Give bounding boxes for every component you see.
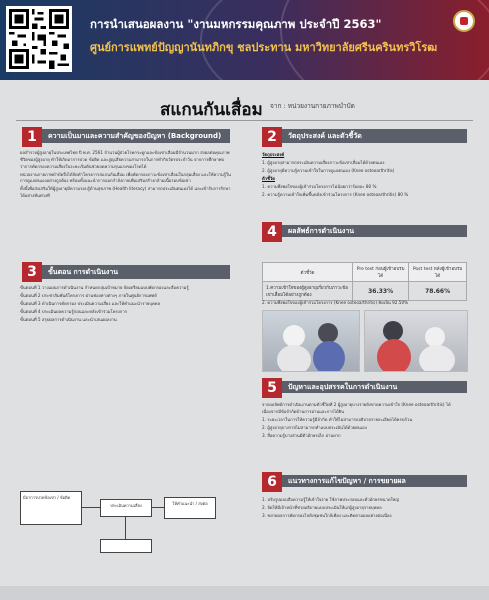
table-cell-post: 78.66% [409, 282, 467, 301]
process-step: ขั้นตอนที่ 1 วางแผนการดำเนินงาน กำหนดกลุ่มเป้าหมาย จัดเตรียมแบบคัดกรองและสื่อความรู้ [20, 285, 189, 290]
section-1-heading: ความเป็นมาและความสำคัญของปัญหา (Background) [42, 129, 230, 143]
problem-item: 2. ผู้สูงอายุบางรายไม่สามารถทำแบบประเมินได้ด้วยตนเอง [262, 424, 367, 430]
section-1-body [20, 150, 232, 250]
section-5-heading: ปัญหาและอุปสรรคในการดำเนินงาน [282, 381, 467, 393]
header-title: การนำเสนอผลงาน "งานมหกรรมคุณภาพ ประจำปี 2563" [90, 17, 382, 31]
section-1-number: 1 [22, 127, 42, 147]
indicator-item: 1. ความพึงพอใจของผู้เข้าร่วมโครงการไม่น้อยกว่าร้อยละ 80 % [262, 183, 377, 189]
section-6-body [262, 497, 467, 557]
solution-item: 2. จัดให้มีเจ้าหน้าที่ช่วยอธิบายแบบประเมินให้แก่ผู้สูงอายุรายบุคคล [262, 504, 382, 510]
poster-title: สแกนกันเสื่อม [160, 100, 263, 120]
section-1-paragraph: หน่วยงานกายภาพบำบัดจึงได้จัดทำโครงการสแกนกันเสื่อม เพื่อคัดกรองภาวะข้อเข่าเสื่อมในกลุ่มเสี่ยง และให้ความรู้ในการดูแลตนเองอย่างถูกต้อง พร้อมทั้งแนะนำการออกกำลังกายเพื่อเสริมสร้างกล้ามเนื้อรอบข้อเข่า [20, 171, 231, 184]
section-4-number: 4 [262, 222, 282, 242]
table-header-cell: Pre test ก่อนผู้เข้าอบรมได้ [353, 263, 409, 282]
section-3-heading: ขั้นตอน การดำเนินงาน [42, 265, 230, 279]
problem-item: 3. สื่อความรู้บางส่วนมีตัวอักษรเล็ก อ่านยาก [262, 432, 341, 438]
section-1-paragraph: ผลสำรวจผู้สูงอายุในประเทศไทย ปี พ.ศ. 2561 จำนวนผู้ป่วยโรคกระดูกและข้อเข่าเสื่อมมีจำนวนมาก ส่งผลต่อคุณภาพชีวิตของผู้สูงอายุ ทำให้เกิดอาการปวด ข้อติด และสูญเสียความสามารถในการทำกิจวัตรประจำวัน จากการศึกษาพบว่าการคัดกรองความเสี่ยงในระยะเริ่มต้นช่วยลดความรุนแรงของโรคได้ [20, 150, 230, 169]
section-6-number: 6 [262, 472, 282, 492]
solution-item: 3. ขยายผลการคัดกรองไปยังชุมชนใกล้เคียง และติดตามผลอย่างต่อเนื่อง [262, 512, 392, 518]
header-subtitle: ศูนย์การแพทย์ปัญญานันทภิกขุ ชลประทาน มหาวิทยาลัยศรีนครินทรวิโรฒ [90, 41, 438, 54]
section-1-paragraph: ทั้งนี้เพื่อส่งเสริมให้ผู้สูงอายุมีความรอบรู้ด้านสุขภาพ (Health literacy) สามารถประเมินตนเองได้ และเข้ารับการรักษาได้อย่างทันท่วงที [20, 186, 231, 199]
objective-item: 2. ผู้สูงอายุมีความรู้ความเข้าใจในการดูแลตนเอง (Knee osteoarthritis) [262, 167, 395, 173]
section-2-number: 2 [262, 127, 282, 147]
process-step: ขั้นตอนที่ 5 สรุปผลการดำเนินงาน และนำเสนอผลงาน [20, 316, 117, 322]
section-5-body [262, 402, 467, 460]
table-header-cell: ตัวชี้วัด [263, 263, 353, 282]
section-4-heading: ผลลัพธ์การดำเนินงาน [282, 225, 467, 237]
flow-box: ให้คำแนะนำ / ส่งต่อ [164, 497, 216, 519]
results-table [262, 262, 467, 301]
poster-department: จาก : หน่วยงานกายภาพบำบัด [270, 102, 355, 110]
poster-footer [0, 586, 489, 600]
divider [16, 120, 473, 121]
results-note: 2. ความพึงพอใจของผู้เข้าร่วมโครงการ (Knee osteoarthritis) คิดเป็น 92.50% [262, 300, 409, 305]
flow-box [100, 539, 152, 553]
activity-photo [364, 310, 468, 372]
flow-box: ประเมินความเสี่ยง [100, 499, 152, 517]
table-header-row [263, 263, 467, 282]
objective-item: 1. ผู้สูงอายุสามารถประเมินความเสี่ยงภาวะข้อเข่าเสื่อมได้ด้วยตนเอง [262, 159, 385, 165]
section-3-body [20, 285, 232, 480]
problem-item: จากผลลัพธ์การดำเนินงานตามตัวชี้วัดที่ 2 ผู้สูงอายุบางรายยังขาดความเข้าใจ (Knee osteoarthritis) ได้ เนื่องจากมีข้อจำกัดด้านการอ่านและการได้ยิน [262, 402, 451, 414]
flow-arrow [82, 507, 100, 508]
process-step: ขั้นตอนที่ 3 ดำเนินการคัดกรอง ประเมินความเสี่ยง และให้คำแนะนำรายบุคคล [20, 300, 161, 306]
process-flowchart [20, 487, 220, 555]
table-cell: 1.ความเข้าใจของผู้สูงอายุเกี่ยวกับภาวะข้อเข่าเสื่อมได้อย่างถูกต้อง [263, 282, 353, 301]
section-2-body [262, 152, 467, 210]
section-2-heading: วัตถุประสงค์ และตัวชี้วัด [282, 129, 467, 143]
hospital-logo-icon [453, 10, 475, 32]
activity-photo [262, 310, 360, 372]
poster-header [0, 0, 489, 80]
table-row [263, 282, 467, 301]
process-step: ขั้นตอนที่ 2 ประชาสัมพันธ์โครงการ ผ่านช่องทางต่างๆ ภายในศูนย์การแพทย์ [20, 292, 157, 298]
flow-arrow [152, 507, 164, 508]
section-6-heading: แนวทางการแก้ไขปัญหา / การขยายผล [282, 475, 467, 487]
section-3-number: 3 [22, 262, 42, 282]
flow-box: มีอาการปวดข้อเข่า / ข้อติด [20, 491, 82, 525]
section-5-number: 5 [262, 378, 282, 398]
qr-code-icon [6, 6, 72, 72]
objective-label: วัตถุประสงค์ [262, 152, 285, 157]
flow-arrow [125, 517, 126, 539]
indicator-label: ตัวชี้วัด [262, 175, 275, 181]
process-step: ขั้นตอนที่ 4 ประเมินผลความรู้ก่อนและหลังเข้าร่วมโครงการ [20, 308, 127, 314]
indicator-item: 2. ความรู้ความเข้าใจเพิ่มขึ้นหลังเข้าร่วมโครงการ (Knee osteoarthritis) 80 % [262, 191, 409, 197]
table-cell-pre: 36.33% [353, 282, 409, 301]
problem-item: 1. ระยะเวลาในการให้ความรู้มีจำกัด ทำให้ไม่สามารถอธิบายรายละเอียดได้ครบถ้วน [262, 416, 413, 422]
table-header-cell: Post test หลังผู้เข้าอบรมได้ [409, 263, 467, 282]
solution-item: 1. ปรับรูปแบบสื่อความรู้ให้เข้าใจง่าย ใช้ภาพประกอบและตัวอักษรขนาดใหญ่ [262, 497, 399, 502]
